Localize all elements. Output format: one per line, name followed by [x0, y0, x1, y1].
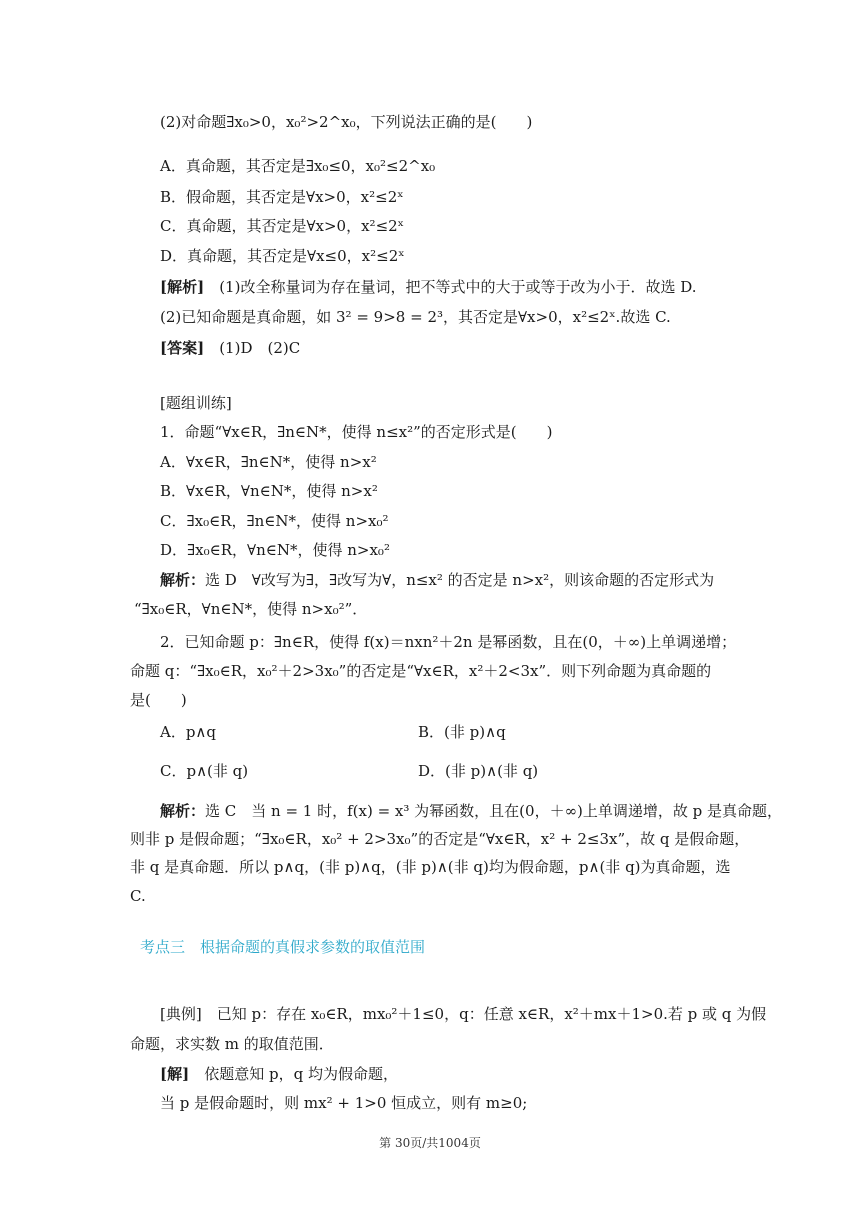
practice-q1-stem: 1．命题“∀x∈R，∃n∈N*，使得 n≤x²”的否定形式是( ): [160, 423, 553, 441]
practice-q2-option-d: D．(非 p)∧(非 q): [418, 762, 539, 780]
example-solution-line-2: 当 p 是假命题时，则 mx² + 1>0 恒成立，则有 m≥0;: [160, 1094, 528, 1112]
q2-solution-text-1: 选 C 当 n = 1 时，f(x) = x³ 为幂函数，且在(0，＋∞)上单调递增，故 p 是真命题，: [205, 802, 783, 820]
answer-text: (1)D (2)C: [204, 339, 301, 357]
q2-option-c: C．真命题，其否定是∀x>0，x²≤2ˣ: [160, 217, 405, 235]
practice-q2-solution-3: 非 q 是真命题．所以 p∧q，(非 p)∧q，(非 p)∧(非 q)均为假命题，p∧(非 q)为真命题，选: [130, 858, 731, 876]
analysis-line-1: [160, 277, 696, 297]
practice-q2-solution-1: [160, 801, 782, 821]
example-tag: [典例]: [160, 1005, 202, 1023]
practice-q2-option-b: B．(非 p)∧q: [418, 723, 506, 741]
section-heading: 考点三 根据命题的真假求参数的取值范围: [140, 938, 426, 956]
practice-q2-solution-4: C.: [130, 887, 146, 905]
example-solution-line-1: [160, 1064, 398, 1084]
practice-q1-option-c: C．∃x₀∈R，∃n∈N*，使得 n>x₀²: [160, 512, 389, 530]
practice-q1-option-b: B．∀x∈R，∀n∈N*，使得 n>x²: [160, 482, 378, 500]
answer-tag: [答案]: [160, 339, 205, 357]
practice-q1-option-a: A．∀x∈R，∃n∈N*，使得 n>x²: [160, 453, 377, 471]
analysis-tag: [解析]: [160, 278, 205, 296]
practice-q2-option-c: C．p∧(非 q): [160, 762, 249, 780]
example-text-1: 已知 p：存在 x₀∈R，mx₀²＋1≤0，q：任意 x∈R，x²＋mx＋1>0.若 p 或 q 为假: [201, 1005, 767, 1023]
q2-option-a: A．真命题，其否定是∃x₀≤0，x₀²≤2^x₀: [160, 157, 436, 175]
q2-option-d: D．真命题，其否定是∀x≤0，x²≤2ˣ: [160, 247, 405, 265]
example-solution-text-1: 依题意知 p，q 均为假命题，: [189, 1065, 398, 1083]
analysis-text-1: (1)改全称量词为存在量词，把不等式中的大于或等于改为小于．故选 D.: [204, 278, 697, 296]
q2-option-b: B．假命题，其否定是∀x>0，x²≤2ˣ: [160, 188, 404, 206]
page-footer: 第 30页/共1004页: [379, 1136, 481, 1150]
practice-q2-stem-3: 是( ): [130, 691, 187, 709]
practice-q1-solution-2: “∃x₀∈R，∀n∈N*，使得 n>x₀²”．: [134, 600, 368, 618]
q1-solution-tag: 解析：: [160, 571, 206, 589]
practice-q2-solution-2: 则非 p 是假命题；“∃x₀∈R，x₀² + 2>3x₀”的否定是“∀x∈R，x² + 2≤3x”，故 q 是假命题，: [130, 830, 750, 848]
practice-q2-option-a: A．p∧q: [160, 723, 217, 741]
q2-stem: (2)对命题∃x₀>0，x₀²>2^x₀，下列说法正确的是( ): [160, 113, 533, 131]
answer-line: [160, 338, 300, 358]
example-solution-tag: [解]: [160, 1065, 190, 1083]
example-line-1: [160, 1004, 766, 1024]
q1-solution-text-1: 选 D ∀改写为∃，∃改写为∀，n≤x² 的否定是 n>x²，则该命题的否定形式为: [205, 571, 715, 589]
practice-q2-stem-1: 2．已知命题 p：∃n∈R，使得 f(x)＝nxn²＋2n 是幂函数，且在(0，＋∞)上单调递增；: [160, 633, 737, 651]
practice-q1-option-d: D．∃x₀∈R，∀n∈N*，使得 n>x₀²: [160, 541, 390, 559]
practice-q1-solution-1: [160, 570, 714, 590]
practice-q2-stem-2: 命题 q：“∃x₀∈R，x₀²＋2>3x₀”的否定是“∀x∈R，x²＋2<3x”．则下列命题为真命题的: [130, 662, 712, 680]
q2-solution-tag: 解析：: [160, 802, 206, 820]
example-line-2: 命题，求实数 m 的取值范围．: [130, 1035, 334, 1053]
practice-title: [题组训练]: [160, 394, 232, 412]
analysis-line-2: (2)已知命题是真命题，如 3² = 9>8 = 2³，其否定是∀x>0，x²≤2ˣ.故选 C.: [160, 308, 671, 326]
